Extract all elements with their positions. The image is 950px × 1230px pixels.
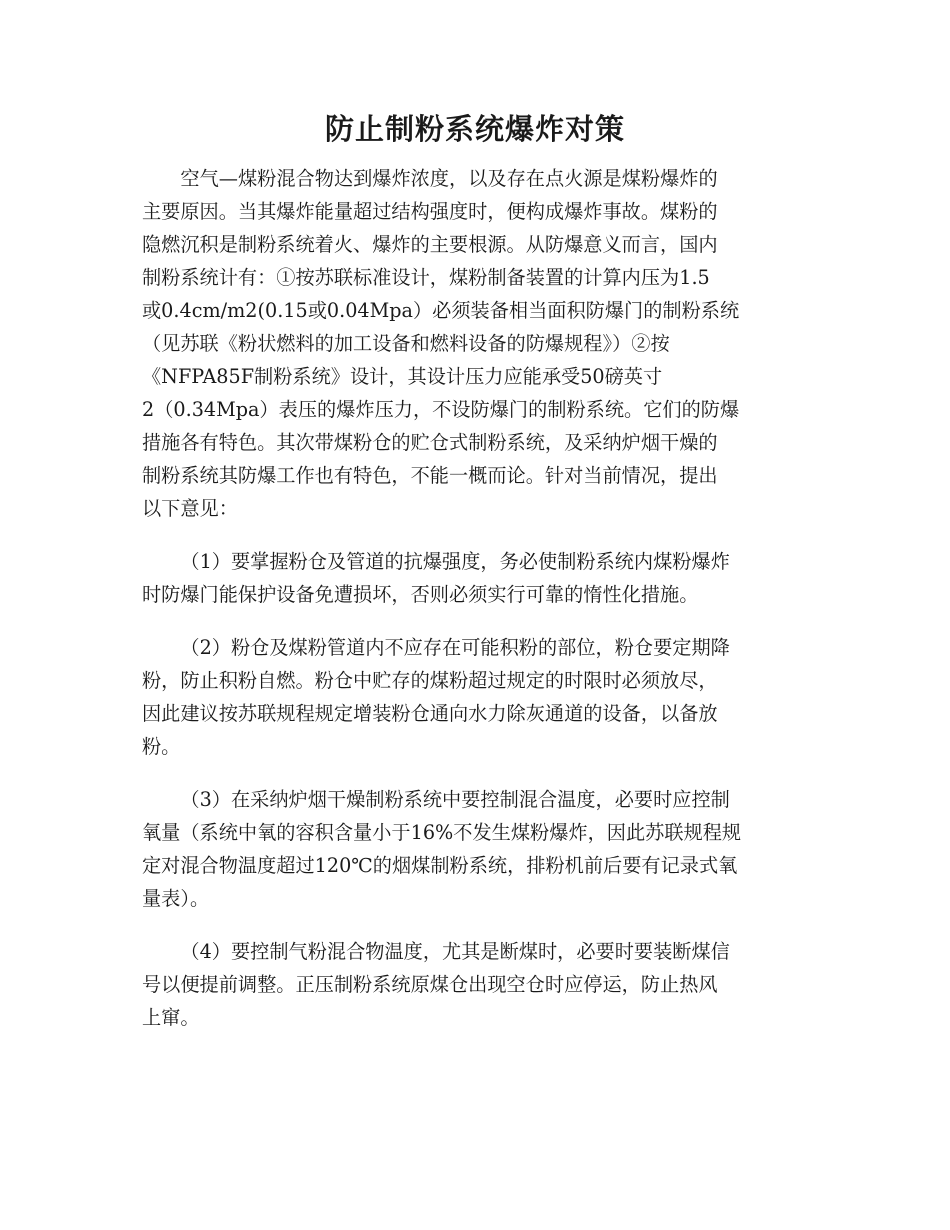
paragraph-line: 时防爆门能保护设备免遭损坏，否则必须实行可靠的惰性化措施。: [142, 583, 699, 606]
paragraph-line: 上窜。: [142, 1006, 200, 1029]
paragraph-line: 《NFPA85F制粉系统》设计，其设计压力应能承受50磅英寸: [142, 365, 663, 388]
paragraph-line: 以下意见：: [142, 497, 238, 520]
item-paragraph-2: [142, 631, 808, 763]
paragraph-line: 或0.4cm/m2(0.15或0.04Mpa）必须装备相当面积防爆门的制粉系统: [142, 299, 740, 322]
paragraph-line: 措施各有特色。其次带煤粉仓的贮仓式制粉系统，及采纳炉烟干燥的: [142, 431, 718, 454]
paragraph-line: 粉。: [142, 735, 181, 758]
paragraph-line: （2）粉仓及煤粉管道内不应存在可能积粉的部位，粉仓要定期降: [180, 636, 730, 659]
paragraph-line: 因此建议按苏联规程规定增装粉仓通向水力除灰通道的设备，以备放: [142, 702, 718, 725]
item-paragraph-1: [142, 545, 808, 611]
paragraph-line: 定对混合物温度超过120℃的烟煤制粉系统，排粉机前后要有记录式氧: [142, 854, 738, 877]
paragraph-line: 主要原因。当其爆炸能量超过结构强度时，便构成爆炸事故。煤粉的: [142, 200, 718, 223]
paragraph-line: 氧量（系统中氧的容积含量小于16%不发生煤粉爆炸，因此苏联规程规: [142, 821, 742, 844]
paragraph-line: （3）在采纳炉烟干燥制粉系统中要控制混合温度，必要时应控制: [180, 788, 730, 811]
paragraph-line: （1）要掌握粉仓及管道的抗爆强度，务必使制粉系统内煤粉爆炸: [180, 550, 730, 573]
paragraph-line: 制粉系统其防爆工作也有特色，不能一概而论。针对当前情况，提出: [142, 464, 718, 487]
paragraph-line: （4）要控制气粉混合物温度，尤其是断煤时，必要时要装断煤信: [180, 940, 730, 963]
paragraph-line: 隐燃沉积是制粉系统着火、爆炸的主要根源。从防爆意义而言，国内: [142, 233, 718, 256]
paragraph-line: 量表）。: [142, 887, 210, 910]
item-paragraph-3: [142, 783, 808, 915]
paragraph-line: 空气—煤粉混合物达到爆炸浓度，以及存在点火源是煤粉爆炸的: [180, 167, 718, 190]
paragraph-line: 2（0.34Mpa）表压的爆炸压力，不设防爆门的制粉系统。它们的防爆: [142, 398, 740, 421]
paragraph-line: 粉，防止积粉自燃。粉仓中贮存的煤粉超过规定的时限时必须放尽，: [142, 669, 718, 692]
paragraph-line: 制粉系统计有：①按苏联标准设计，煤粉制备装置的计算内压为1.5: [142, 266, 710, 289]
paragraph-line: 号以便提前调整。正压制粉系统原煤仓出现空仓时应停运，防止热风: [142, 973, 718, 996]
item-paragraph-4: [142, 935, 808, 1034]
document-title: 防止制粉系统爆炸对策: [324, 112, 625, 146]
paragraph-line: （见苏联《粉状燃料的加工设备和燃料设备的防爆规程》）②按: [142, 332, 670, 355]
intro-paragraph: [142, 162, 808, 525]
